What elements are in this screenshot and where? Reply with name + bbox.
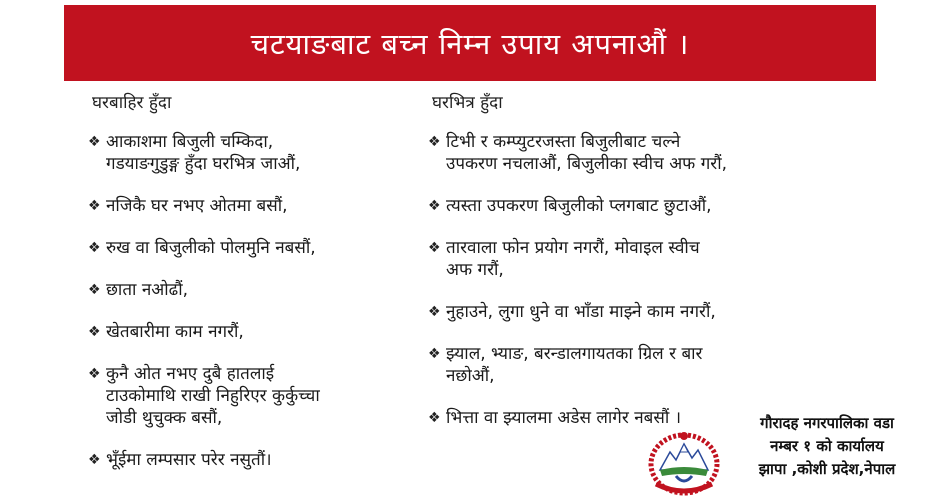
tip-item: [88, 279, 418, 301]
tip-item: [428, 131, 808, 175]
diamond-bullet-icon: ❖: [428, 134, 441, 150]
outdoor-column: [88, 86, 418, 491]
diamond-bullet-icon: ❖: [88, 134, 101, 150]
tip-item: [428, 237, 808, 281]
tip-text: आकाशमा बिजुली चम्किदा, गडयाङगुडुङ्ग हुँदा घरभित्र जाऔं,: [106, 132, 301, 174]
outdoor-heading: घरबाहिर हुँदा: [92, 93, 172, 113]
diamond-bullet-icon: ❖: [428, 410, 441, 426]
banner-title: चटयाङबाट बच्न निम्न उपाय अपनाऔं ।: [250, 26, 690, 61]
diamond-bullet-icon: ❖: [88, 324, 101, 340]
tip-item: [88, 449, 418, 471]
office-footer: [640, 412, 936, 496]
tip-text: नुहाउने, लुगा धुने वा भाँडा माझ्ने काम नगरौं,: [446, 302, 716, 322]
tip-item: [88, 195, 418, 217]
diamond-bullet-icon: ❖: [88, 452, 101, 468]
tip-text: कुनै ओत नभए दुबै हातलाई टाउकोमाथि राखी निहुरिएर कुर्कुच्चा जोडी थुचुक्क बसौं,: [106, 364, 320, 428]
diamond-bullet-icon: ❖: [428, 240, 441, 256]
tip-text: भित्ता वा झ्यालमा अडेस लागेर नबसौं ।: [446, 408, 682, 428]
office-name: गौरादह नगरपालिका वडा नम्बर १ को कार्यालय झापा ,कोशी प्रदेश,नेपाल: [720, 412, 934, 481]
tip-item: [428, 195, 808, 217]
diamond-bullet-icon: ❖: [428, 304, 441, 320]
diamond-bullet-icon: ❖: [88, 366, 101, 382]
outdoor-tips: [88, 131, 418, 471]
tip-text: झ्याल, भ्याङ, बरन्डालगायतका ग्रिल र बार नछोऔं,: [446, 344, 703, 386]
diamond-bullet-icon: ❖: [88, 240, 101, 256]
tip-text: तारवाला फोन प्रयोग नगरौं, मोवाइल स्वीच अफ गरौं,: [446, 238, 700, 280]
tip-text: त्यस्ता उपकरण बिजुलीको प्लगबाट छुटाऔं,: [446, 196, 712, 216]
diamond-bullet-icon: ❖: [428, 198, 441, 214]
indoor-tips: [428, 131, 808, 429]
indoor-column: [428, 86, 808, 449]
tip-text: नजिकै घर नभए ओतमा बसौं,: [106, 196, 288, 216]
tip-text: छाता नओढौं,: [106, 280, 189, 300]
tip-item: [428, 343, 808, 387]
title-banner: [64, 5, 876, 81]
indoor-heading: घरभित्र हुँदा: [432, 93, 503, 113]
diamond-bullet-icon: ❖: [88, 282, 101, 298]
tip-item: [88, 321, 418, 343]
tip-item: [88, 363, 418, 429]
tip-item: [428, 301, 808, 323]
diamond-bullet-icon: ❖: [428, 346, 441, 362]
nepal-emblem-icon: [646, 428, 722, 496]
tip-text: खेतबारीमा काम नगरौं,: [106, 322, 244, 342]
tip-item: [88, 131, 418, 175]
tip-text: भूँईमा लम्पसार परेर नसुतौं।: [106, 450, 272, 470]
tip-item: [88, 237, 418, 259]
tip-text: रुख वा बिजुलीको पोलमुनि नबसौं,: [106, 238, 316, 258]
diamond-bullet-icon: ❖: [88, 198, 101, 214]
tip-text: टिभी र कम्प्युटरजस्ता बिजुलीबाट चल्ने उपकरण नचलाऔं, बिजुलीका स्वीच अफ गरौं,: [446, 132, 728, 174]
